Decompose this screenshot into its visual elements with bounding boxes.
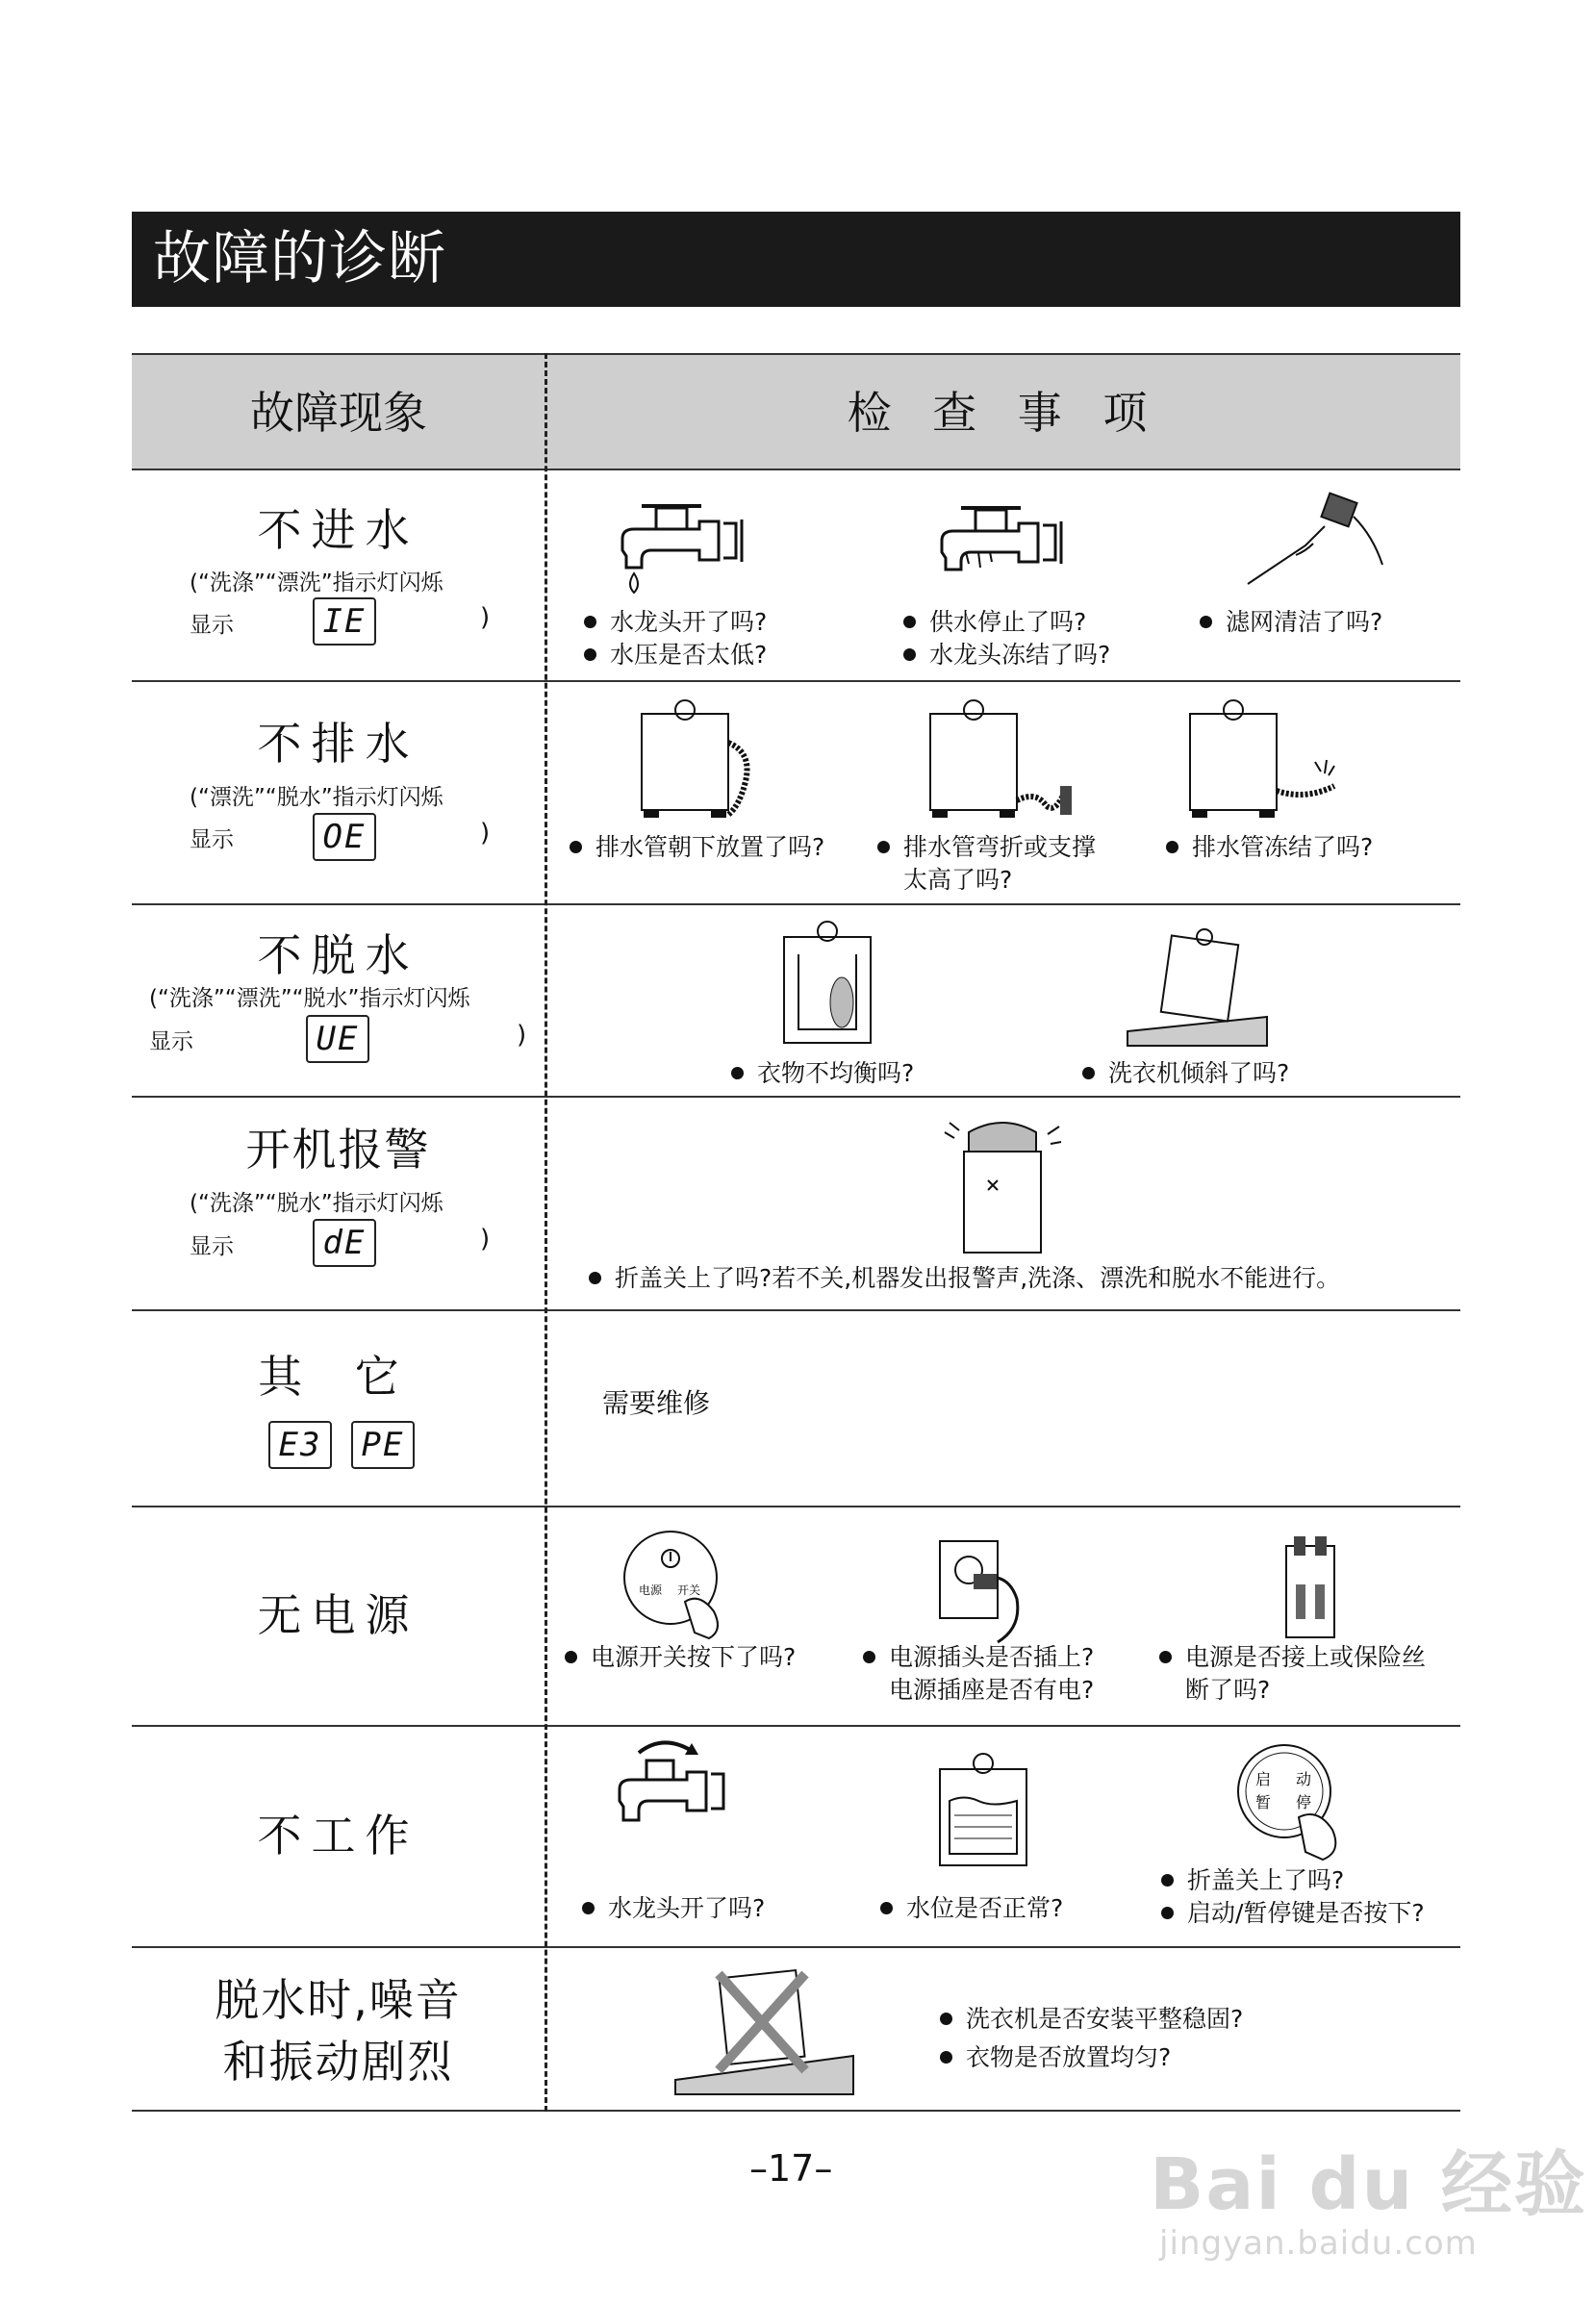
- display-label: 显示: [190, 1234, 234, 1259]
- symptom-note: (“漂洗”“脱水”指示灯闪烁: [190, 785, 443, 810]
- faucet-frozen-illustration: [932, 493, 1086, 589]
- pause-button-label: 停: [1296, 1793, 1312, 1811]
- symptom-alarm: 开机报警: [245, 1124, 431, 1176]
- display-label: 显示: [190, 827, 234, 852]
- faucet-turn-illustration: [610, 1734, 745, 1844]
- table-header: [132, 353, 1460, 470]
- power-switch-label: 电源: [639, 1583, 663, 1597]
- check-item: 衣物不均衡吗?: [731, 1057, 914, 1090]
- check-item: 折盖关上了吗?: [1161, 1864, 1344, 1897]
- check-item: 滤网清洁了吗?: [1200, 606, 1382, 639]
- symptom-note: (“洗涤”“脱水”指示灯闪烁: [190, 1191, 443, 1216]
- symptom-no-power: 无电源: [257, 1589, 419, 1641]
- page-title: 故障的诊断: [153, 225, 446, 292]
- error-code-display: E3: [268, 1421, 332, 1469]
- column-divider: [545, 353, 547, 2112]
- check-item: 排水管弯折或支撑: [877, 831, 1096, 864]
- page-title-banner: [132, 212, 1460, 307]
- check-item: 排水管朝下放置了吗?: [570, 831, 824, 864]
- check-item: 折盖关上了吗?若不关,机器发出报警声,洗涤、漂洗和脱水不能进行。: [589, 1262, 1340, 1295]
- symptom-noise-title: 脱水时,噪音: [215, 1974, 462, 2026]
- washer-water-level-illustration: [930, 1748, 1046, 1873]
- washer-unbalanced-illustration: [774, 916, 890, 1051]
- close-paren: ): [517, 1021, 527, 1050]
- page-number: –17–: [749, 2147, 833, 2190]
- faucet-open-illustration: [613, 493, 776, 598]
- row-divider: [132, 1506, 1460, 1507]
- row-divider: [132, 680, 1460, 682]
- row-divider: [132, 1309, 1460, 1311]
- check-item: 水龙头冻结了吗?: [903, 639, 1110, 671]
- symptom-note: (“洗涤”“漂洗”“脱水”指示灯闪烁: [149, 986, 470, 1011]
- start-button-label: 启: [1255, 1770, 1272, 1788]
- power-plug-illustration: [930, 1532, 1046, 1647]
- diagnosis-table: [132, 353, 1460, 2112]
- check-item: 水压是否太低?: [584, 639, 767, 671]
- row-divider: [132, 1096, 1460, 1098]
- repair-needed-text: 需要维修: [602, 1387, 711, 1419]
- power-switch-label: 开关: [677, 1583, 701, 1597]
- close-paren: ): [480, 1225, 491, 1254]
- symptom-note: (“洗涤”“漂洗”指示灯闪烁: [190, 570, 443, 595]
- symptom-other: 其 它: [258, 1351, 418, 1403]
- symptom-noise-title: 和振动剧烈: [222, 2036, 454, 2088]
- check-item: 启动/暂停键是否按下?: [1161, 1897, 1425, 1930]
- check-item: 电源是否接上或保险丝: [1159, 1641, 1426, 1674]
- header-checks: 检 查 事 项: [847, 387, 1161, 439]
- pause-button-label: 暂: [1255, 1793, 1272, 1811]
- washer-drain-bent-illustration: [921, 695, 1084, 824]
- close-paren: ): [480, 819, 491, 848]
- row-divider: [132, 1946, 1460, 1948]
- display-label: 显示: [149, 1029, 193, 1054]
- watermark-url: jingyan.baidu.com: [1159, 2224, 1478, 2263]
- close-paren: ): [480, 603, 491, 632]
- symptom-no-water-in: 不进水: [257, 504, 419, 556]
- symptom-no-drain: 不排水: [257, 718, 419, 770]
- row-divider: [132, 469, 1460, 470]
- watermark-brand: Bai du 经验: [1150, 2143, 1587, 2226]
- filter-cleaning-illustration: [1238, 488, 1392, 594]
- error-code-display: OE: [313, 813, 376, 861]
- row-divider: [132, 1725, 1460, 1727]
- header-symptom: 故障现象: [250, 387, 427, 439]
- row-divider: [132, 903, 1460, 905]
- washer-tilted-illustration: [1123, 925, 1277, 1051]
- display-label: 显示: [190, 613, 234, 638]
- check-item: 洗衣机倾斜了吗?: [1082, 1057, 1289, 1090]
- error-code-display: UE: [306, 1015, 369, 1063]
- washer-drain-down-illustration: [632, 695, 767, 824]
- check-item: 供水停止了吗?: [903, 606, 1086, 639]
- check-item-continued: 电源插座是否有电?: [889, 1676, 1095, 1704]
- symptom-not-working: 不工作: [257, 1810, 419, 1862]
- fuse-box-illustration: [1267, 1527, 1354, 1642]
- check-item: 排水管冻结了吗?: [1166, 831, 1373, 864]
- row-divider: [132, 2110, 1460, 2112]
- error-code-display: dE: [313, 1219, 376, 1267]
- check-item: 电源插头是否插上?: [863, 1641, 1094, 1674]
- check-item-continued: 太高了吗?: [903, 866, 1013, 894]
- check-item: 洗衣机是否安装平整稳固?: [940, 2003, 1243, 2036]
- washer-alarm-illustration: [940, 1113, 1065, 1257]
- error-code-display: PE: [351, 1421, 415, 1469]
- error-code-display: IE: [313, 597, 376, 646]
- washer-unstable-illustration: [671, 1955, 863, 2099]
- power-switch-illustration: [618, 1525, 733, 1640]
- check-item-continued: 断了吗?: [1185, 1676, 1271, 1704]
- check-item: 水位是否正常?: [880, 1892, 1063, 1925]
- start-pause-button-illustration: [1227, 1738, 1352, 1863]
- check-item: 水龙头开了吗?: [582, 1892, 765, 1925]
- symptom-no-spin: 不脱水: [257, 929, 419, 981]
- check-item: 衣物是否放置均匀?: [940, 2041, 1171, 2074]
- washer-drain-frozen-illustration: [1180, 695, 1344, 824]
- check-item: 水龙头开了吗?: [584, 606, 767, 639]
- check-item: 电源开关按下了吗?: [565, 1641, 796, 1674]
- start-button-label: 动: [1296, 1770, 1312, 1788]
